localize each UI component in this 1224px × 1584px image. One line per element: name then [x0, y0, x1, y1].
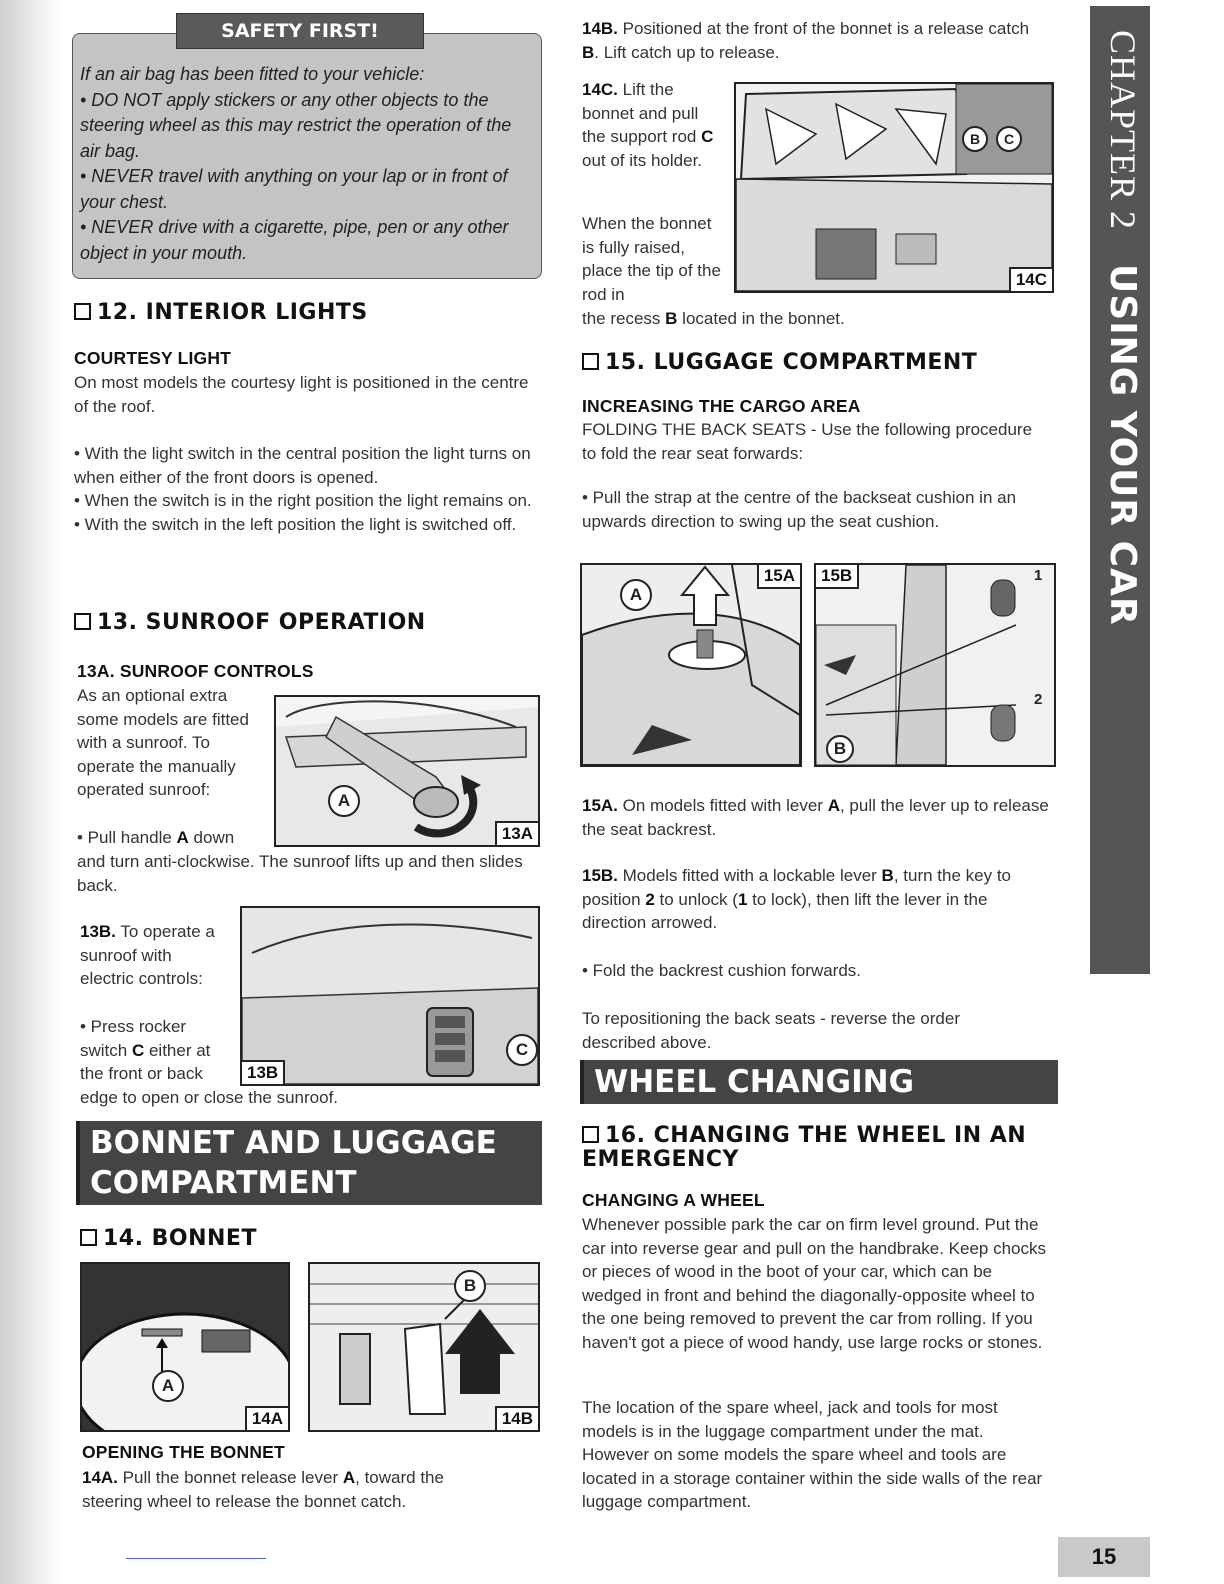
- changing-wheel-subheading: CHANGING A WHEEL: [582, 1190, 765, 1210]
- bonnet-14a-text: 14A. Pull the bonnet release lever A, toward the steering wheel to release the bonnet catch.: [82, 1468, 444, 1511]
- figure-14a: [80, 1262, 290, 1432]
- sunroof-electric-bullet: • Press rocker switch C either at the front or back: [80, 1017, 211, 1083]
- safety-item-2: • NEVER travel with anything on your lap or in front of your chest.: [80, 166, 508, 212]
- callout-b: B: [826, 735, 854, 763]
- chapter-label: CHAPTER 2: [1103, 30, 1143, 231]
- chapter-title: USING YOUR CAR: [1102, 264, 1143, 626]
- figure-label-15b: 15B: [816, 565, 859, 589]
- page-edge-shadow: [0, 0, 62, 1584]
- figure-13b: [240, 906, 540, 1086]
- figure-label-14a: 14A: [245, 1406, 288, 1430]
- figure-label-13a: 13A: [495, 821, 538, 845]
- courtesy-light-text: On most models the courtesy light is positioned in the centre of the roof.: [74, 373, 529, 416]
- cargo-area-subheading: INCREASING THE CARGO AREA: [582, 396, 861, 416]
- callout-a: A: [620, 579, 652, 611]
- sunroof-manual-text: As an optional extra some models are fitted with a sunroof. To operate the manually operated sunroof:: [77, 686, 249, 799]
- engine-bay-illustration: [736, 84, 1052, 291]
- bonnet-14b-text: 14B. Positioned at the front of the bonnet is a release catch B. Lift catch up to release.: [582, 19, 1030, 62]
- sunroof-electric-continued: edge to open or close the sunroof.: [80, 1088, 339, 1107]
- sunroof-electric-text: 13B. To operate a sunroof with electric controls:: [80, 922, 215, 988]
- figure-14c: [734, 82, 1054, 293]
- figure-15a: [580, 563, 802, 767]
- fold-seats-bullet: • Pull the strap at the centre of the backseat cushion in an upwards direction to swing up the seat cushion.: [582, 488, 1017, 531]
- safety-intro: If an air bag has been fitted to your vehicle:: [80, 64, 425, 84]
- courtesy-light-subheading: COURTESY LIGHT: [74, 348, 232, 368]
- wheel-changing-banner: WHEEL CHANGING: [580, 1060, 1058, 1104]
- figure-label-14c: 14C: [1009, 267, 1052, 291]
- safety-text: [80, 62, 530, 266]
- safety-item-3: • NEVER drive with a cigarette, pipe, pen or any other object in your mouth.: [80, 217, 509, 263]
- bonnet-rod-text: When the bonnet is fully raised, place the tip of the rod in: [582, 214, 721, 304]
- opening-bonnet-subheading: OPENING THE BONNET: [82, 1442, 285, 1462]
- reposition-seats-text: To repositioning the back seats - reverse the order described above.: [582, 1009, 960, 1052]
- section-16-heading: 16. CHANGING THE WHEEL IN AN EMERGENCY: [582, 1123, 1027, 1172]
- courtesy-bullet-3: • With the switch in the left position the light is switched off.: [74, 514, 517, 534]
- checkbox-icon: [80, 1229, 97, 1246]
- sunroof-manual-bullet: • Pull handle A down: [77, 828, 235, 847]
- figure-label-15a: 15A: [757, 565, 800, 589]
- courtesy-bullet-2: • When the switch is in the right position the light remains on.: [74, 491, 532, 510]
- fold-backrest-bullet: • Fold the backrest cushion forwards.: [582, 961, 862, 980]
- bonnet-14c-text: 14C. Lift the bonnet and pull the support rod C out of its holder.: [582, 80, 714, 170]
- figure-13a: [274, 695, 540, 847]
- checkbox-icon: [582, 353, 599, 370]
- key-position-1: 1: [1034, 567, 1043, 584]
- page-number: 15: [1058, 1537, 1150, 1577]
- changing-wheel-text-1: Whenever possible park the car on firm level ground. Put the car into reverse gear and pull on the handbrake. Keep chocks or pieces of wood in the boot of your car, which can be wedged in front and behind the diagonally-opposite wheel to the one being removed to prevent the car from rolling. If you haven't got a piece of wood handy, use large rocks or stones.: [582, 1215, 1047, 1352]
- callout-c: C: [506, 1034, 538, 1066]
- seat-15b-text: 15B. Models fitted with a lockable lever B, turn the key to position 2 to unlock (1 to lock), then lift the lever in the direction arrowed.: [582, 866, 1012, 932]
- changing-wheel-text-2: The location of the spare wheel, jack and tools for most models is in the luggage compartment under the mat. However on some models the spare wheel and tools are located in a storage container within the side walls of the rear luggage compartment.: [582, 1398, 1043, 1511]
- section-15-heading: 15. LUGGAGE COMPARTMENT: [582, 350, 977, 375]
- callout-c: C: [996, 126, 1022, 152]
- checkbox-icon: [74, 303, 91, 320]
- fold-seats-text: FOLDING THE BACK SEATS - Use the following procedure to fold the rear seat forwards:: [582, 420, 1033, 463]
- chapter-sidebar-text: [1102, 30, 1144, 626]
- callout-b: B: [962, 126, 988, 152]
- footer-rule: [126, 1558, 266, 1559]
- sunroof-switch-illustration: [242, 908, 538, 1084]
- seat-15a-text: 15A. On models fitted with lever A, pull the lever up to release the seat backrest.: [582, 796, 1049, 839]
- checkbox-icon: [74, 613, 91, 630]
- bonnet-luggage-banner: BONNET AND LUGGAGE COMPARTMENT: [76, 1121, 542, 1205]
- safety-title: SAFETY FIRST!: [176, 13, 424, 49]
- section-13-heading: 13. SUNROOF OPERATION: [74, 610, 426, 635]
- callout-a: A: [328, 785, 360, 817]
- section-12-heading: 12. INTERIOR LIGHTS: [74, 300, 368, 325]
- section-14-heading: 14. BONNET: [80, 1226, 257, 1251]
- sunroof-controls-subheading: 13A. SUNROOF CONTROLS: [77, 661, 314, 681]
- safety-item-1: • DO NOT apply stickers or any other objects to the steering wheel as this may restrict the operation of the air bag.: [80, 89, 512, 161]
- callout-b: B: [454, 1270, 486, 1302]
- lockable-lever-illustration: [816, 565, 1054, 765]
- callout-a: A: [152, 1370, 184, 1402]
- figure-label-14b: 14B: [495, 1406, 538, 1430]
- figure-label-13b: 13B: [242, 1060, 285, 1084]
- figure-15b: [814, 563, 1056, 767]
- figure-14b: [308, 1262, 540, 1432]
- sunroof-manual-continued: and turn anti-clockwise. The sunroof lifts up and then slides back.: [77, 852, 523, 895]
- key-position-2: 2: [1034, 691, 1043, 708]
- seat-lever-illustration: [582, 565, 800, 765]
- checkbox-icon: [582, 1126, 599, 1143]
- courtesy-bullet-1: • With the light switch in the central position the light turns on when either of the front doors is opened.: [74, 444, 531, 487]
- bonnet-rod-continued: the recess B located in the bonnet.: [582, 309, 845, 328]
